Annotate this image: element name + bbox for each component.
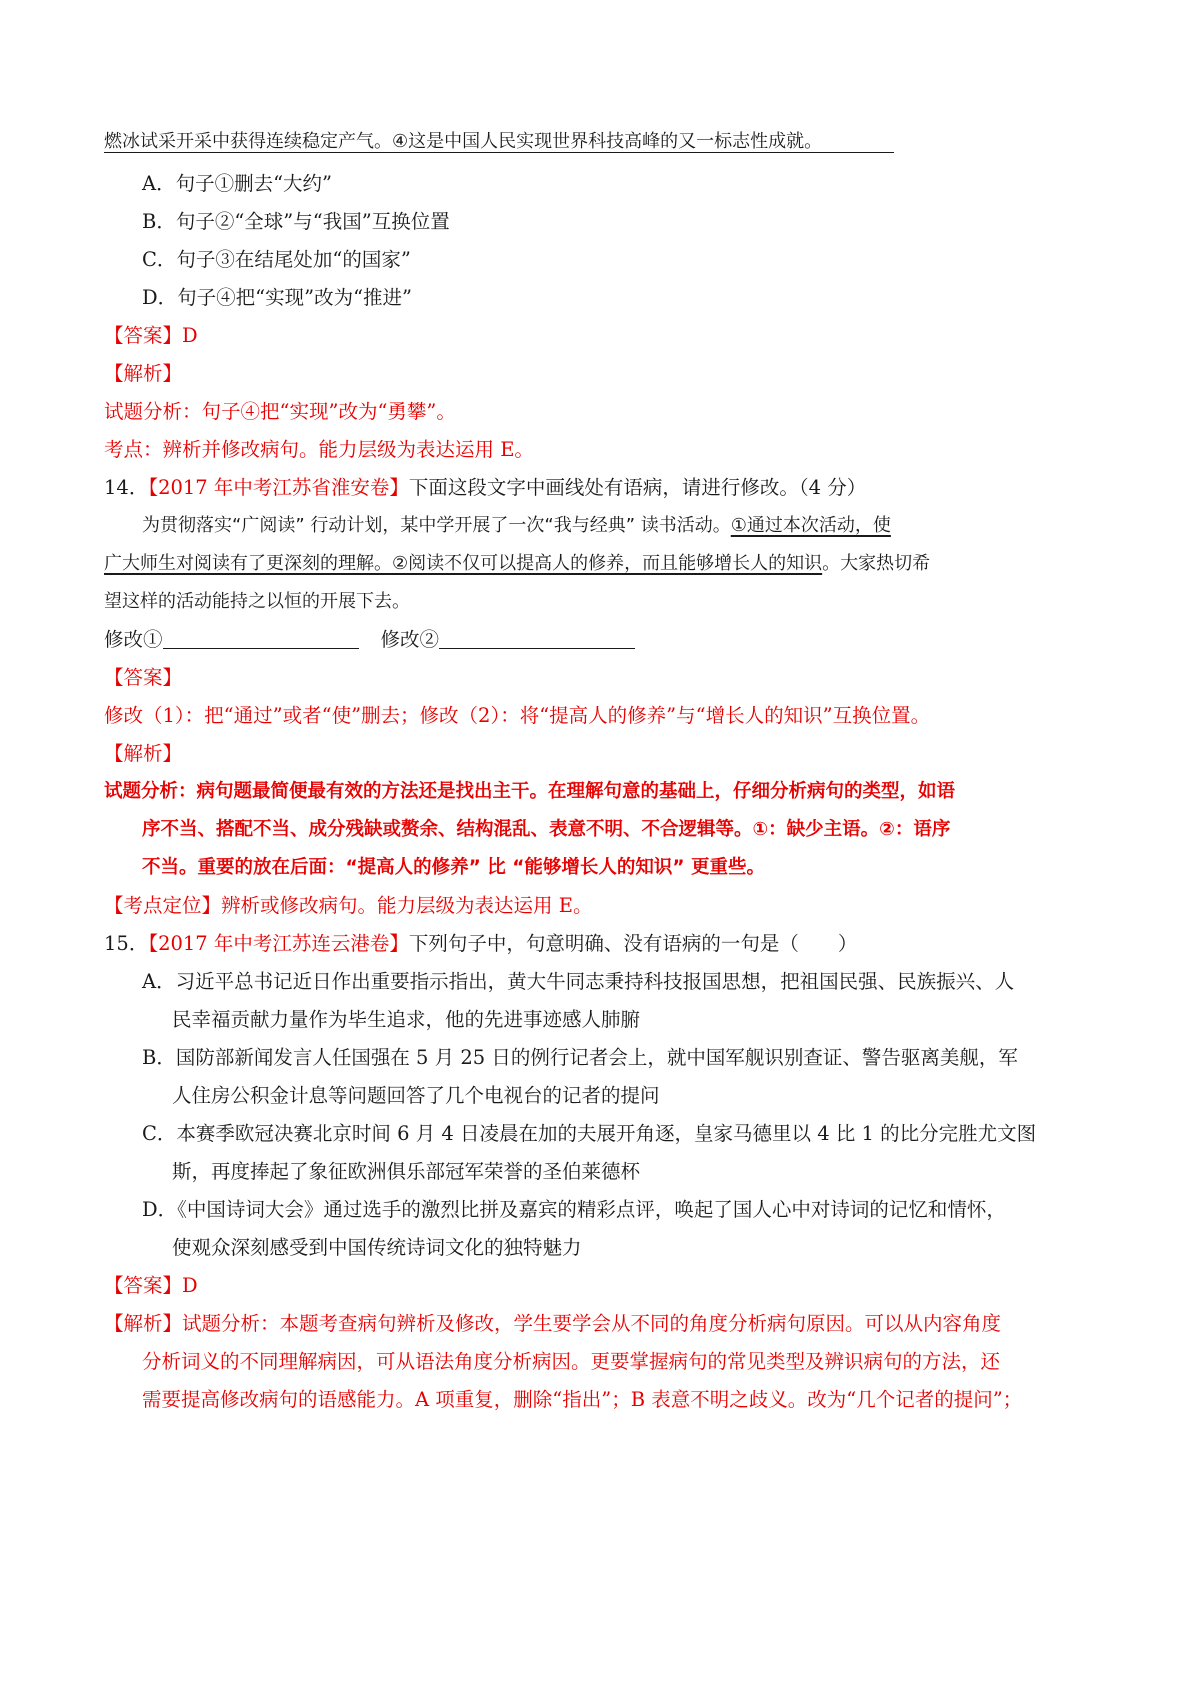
q15-prompt: 下列句子中，句意明确、没有语病的一句是（ ） bbox=[408, 932, 858, 955]
q15-analysis-line-1 bbox=[104, 1310, 1001, 1338]
q14-answer-label: 【答案】 bbox=[104, 666, 183, 689]
q13-option-c: C．句子③在结尾处加“的国家” bbox=[142, 248, 411, 271]
q14-header bbox=[104, 474, 866, 502]
q15-option-b-line-2: 人住房公积金计息等问题回答了几个电视台的记者的提问 bbox=[172, 1084, 660, 1107]
q15-header bbox=[104, 930, 857, 958]
q14-kaodian-text: 辨析或修改病句。能力层级为表达运用 E。 bbox=[221, 894, 593, 917]
q14-underlined-sentence-2: ②阅读不仅可以提高人的修养，而且能够增长人的知识 bbox=[392, 553, 823, 574]
q13-stem-underline bbox=[104, 152, 894, 153]
q15-analysis-line-3: 需要提高修改病句的语感能力。A 项重复，删除“指出”；B 表意不明之歧义。改为“几个记者的提问”； bbox=[142, 1388, 1023, 1411]
q15-answer bbox=[104, 1272, 198, 1300]
q15-option-d-line-1: D．《中国诗词大会》通过选手的激烈比拼及嘉宾的精彩点评，唤起了国人心中对诗词的记忆和情怀， bbox=[142, 1198, 1006, 1221]
q13-analysis-label: 【解析】 bbox=[104, 362, 183, 385]
q14-passage-line-2 bbox=[104, 550, 930, 578]
q14-number: 14． bbox=[104, 476, 149, 499]
q13-option-a: A．句子①删去“大约” bbox=[142, 172, 333, 195]
q14-underlined-sentence-1: ①通过本次活动，使 bbox=[730, 515, 891, 536]
q13-analysis: 试题分析：句子④把“实现”改为“勇攀”。 bbox=[104, 400, 456, 423]
q14-kaodian bbox=[104, 892, 592, 920]
q14-kaodian-label: 【考点定位】 bbox=[104, 894, 222, 917]
q14-underlined-sentence-1-cont: 广大师生对阅读有了更深刻的理解。 bbox=[104, 553, 392, 574]
q15-analysis-label: 【解析】 bbox=[104, 1312, 183, 1335]
q14-fix1-blank[interactable] bbox=[163, 628, 359, 649]
q13-answer-value: D bbox=[182, 324, 198, 347]
q15-option-d-line-2: 使观众深刻感受到中国传统诗词文化的独特魅力 bbox=[172, 1236, 582, 1259]
q15-option-c-line-2: 斯，再度捧起了象征欧洲俱乐部冠军荣誉的圣伯莱德杯 bbox=[172, 1160, 641, 1183]
q14-passage-line-3: 望这样的活动能持之以恒的开展下去。 bbox=[104, 591, 410, 612]
q15-analysis-line-2: 分析词义的不同理解病因，可从语法角度分析病因。更要掌握病句的常见类型及辨识病句的方法，还 bbox=[142, 1350, 1001, 1373]
q14-analysis-line-3: 不当。重要的放在后面：“提高人的修养” 比 “能够增长人的知识” 更重些。 bbox=[142, 857, 765, 878]
q14-fix1-label: 修改① bbox=[104, 628, 163, 651]
q15-source: 【2017 年中考江苏连云港卷】 bbox=[148, 932, 409, 955]
q15-answer-label: 【答案】 bbox=[104, 1274, 183, 1297]
q14-answer: 修改（1）：把“通过”或者“使”删去；修改（2）：将“提高人的修养”与“增长人的知识”互换位置。 bbox=[104, 704, 931, 727]
q15-option-a-line-2: 民幸福贡献力量作为毕生追求，他的先进事迹感人肺腑 bbox=[172, 1008, 641, 1031]
q14-fix2-blank[interactable] bbox=[439, 628, 635, 649]
q15-option-c-line-1: C．本赛季欧冠决赛北京时间 6 月 4 日凌晨在加的夫展开角逐，皇家马德里以 4 比 1 的比分完胜尤文图 bbox=[142, 1122, 1037, 1145]
q15-option-a-line-1: A．习近平总书记近日作出重要指示指出，黄大牛同志秉持科技报国思想，把祖国民强、民族振兴、人 bbox=[142, 970, 1015, 993]
q14-passage-text: 。大家热切希 bbox=[822, 553, 931, 574]
q14-passage-text: 为贯彻落实“广阅读” 行动计划，某中学开展了一次“我与经典” 读书活动。 bbox=[142, 515, 731, 536]
q14-prompt: 下面这段文字中画线处有语病，请进行修改。（4 分） bbox=[408, 476, 867, 499]
q14-fix2-label: 修改② bbox=[380, 628, 440, 651]
q14-source: 【2017 年中考江苏省淮安卷】 bbox=[148, 476, 409, 499]
q14-analysis-line-2: 序不当、搭配不当、成分残缺或赘余、结构混乱、表意不明、不合逻辑等。①：缺少主语。②：语序 bbox=[142, 819, 951, 840]
q15-answer-value: D bbox=[182, 1274, 198, 1297]
q14-analysis-label: 【解析】 bbox=[104, 742, 183, 765]
q14-passage-line-1 bbox=[142, 512, 891, 540]
q13-option-d: D．句子④把“实现”改为“推进” bbox=[142, 286, 413, 309]
q13-answer-label: 【答案】 bbox=[104, 324, 183, 347]
q15-number: 15． bbox=[104, 932, 149, 955]
q14-analysis-line-1: 试题分析：病句题最简便最有效的方法还是找出主干。在理解句意的基础上，仔细分析病句的类型，如语 bbox=[104, 781, 956, 802]
q15-analysis-text: 试题分析：本题考查病句辨析及修改，学生要学会从不同的角度分析病句原因。可以从内容角度 bbox=[182, 1312, 1002, 1335]
q13-answer bbox=[104, 322, 198, 350]
q13-stem-tail: 燃冰试采开采中获得连续稳定产气。④这是中国人民实现世界科技高峰的又一标志性成就。 bbox=[104, 131, 823, 152]
q13-kaodian: 考点：辨析并修改病句。能力层级为表达运用 E。 bbox=[104, 438, 534, 461]
q15-option-b-line-1: B．国防部新闻发言人任国强在 5 月 25 日的例行记者会上，就中国军舰识别查证、警告驱离美舰，军 bbox=[142, 1046, 1018, 1069]
q13-option-b: B．句子②“全球”与“我国”互换位置 bbox=[142, 210, 450, 233]
q14-fix-row bbox=[104, 626, 635, 654]
